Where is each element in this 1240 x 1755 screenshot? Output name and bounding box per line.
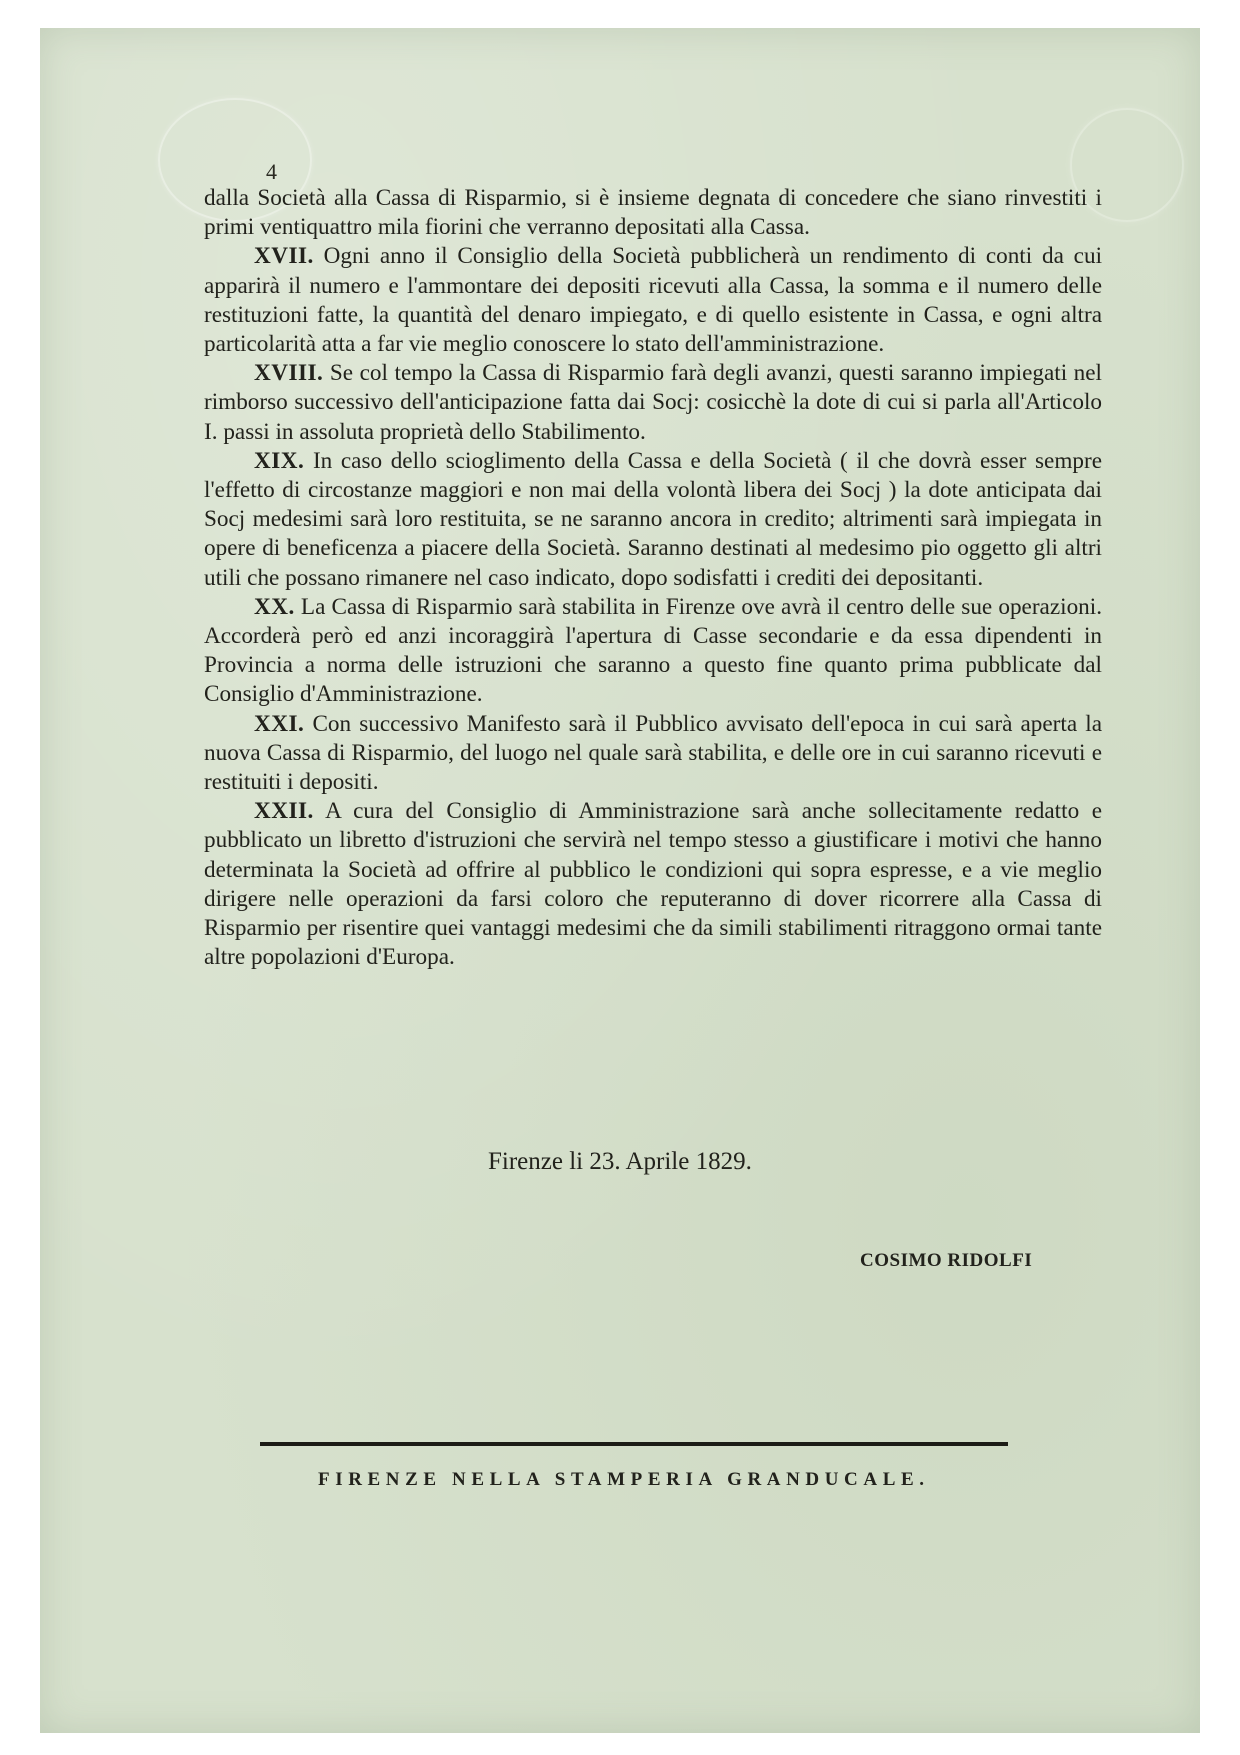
article-number: XVII. bbox=[254, 243, 314, 270]
paragraph-text: La Cassa di Risparmio sarà stabilita in Firenze ove avrà il centro delle sue operazioni. Accorderà però ed anzi incoraggirà l'apertura di Casse secondarie e da essa dipendenti in Provincia a norma delle istruzioni che saranno a questo fine quanto prima pubblicate dal Consiglio d'Amministrazione. bbox=[204, 593, 1102, 708]
article-number: XVIII. bbox=[254, 360, 324, 387]
article-xxi bbox=[204, 710, 1102, 798]
printer-imprint: FIRENZE NELLA STAMPERIA GRANDUCALE. bbox=[318, 1469, 930, 1490]
article-number: XX. bbox=[254, 593, 295, 620]
article-number: XXII. bbox=[254, 798, 314, 825]
page-number: 4 bbox=[266, 159, 277, 184]
divider-rule bbox=[260, 1442, 1008, 1446]
article-number: XIX. bbox=[254, 447, 305, 474]
paragraph-text: A cura del Consiglio di Amministrazione sarà anche sollecitamente redatto e pubblicato un libretto d'istruzioni che servirà nel tempo stesso a giustificare i motivi che hanno determinata la Società ad offrire al pubblico le condizioni qui sopra espresse, e a vie meglio dirigere nelle operazioni da farsi coloro che reputeranno di dover ricorrere alla Cassa di Risparmio per risentire quei vantaggi medesimi che da simili stabilimenti ritraggono ormai tante altre popolazioni d'Europa. bbox=[204, 798, 1102, 971]
article-xix bbox=[204, 447, 1102, 593]
paragraph-text: Con successivo Manifesto sarà il Pubblico avvisato dell'epoca in cui sarà aperta la nuova Cassa di Risparmio, del luogo nel quale sarà stabilita, e delle ore in cui saranno ricevuti e restituiti i depositi. bbox=[204, 710, 1103, 796]
paragraph-text: In caso dello scioglimento della Cassa e della Società ( il che dovrà esser sempre l'effetto di circostanze maggiori e non mai della volontà libera dei Socj ) la dote anticipata dai Socj medesimi sarà loro restituita, se ne saranno ancora in credito; altrimenti sarà impiegata in opere di beneficenza a piacere della Società. Saranno destinati al medesimo pio oggetto gli altri utili che possano rimanere nel caso indicato, dopo sodisfatti i crediti dei depositanti. bbox=[204, 447, 1102, 591]
article-xx bbox=[204, 593, 1102, 710]
paragraph-continuation bbox=[204, 184, 1102, 242]
signature: COSIMO RIDOLFI bbox=[860, 1250, 1033, 1271]
article-xviii bbox=[204, 359, 1102, 447]
paragraph-text: Ogni anno il Consiglio della Società pubblicherà un rendimento di conti da cui apparirà il numero e l'ammontare dei depositi ricevuti alla Cassa, la somma e il numero delle restituzioni fatte, la quantità del denaro impiegato, e di quello esistente in Cassa, e ogni altra particolarità atta a far vie meglio conoscere lo stato dell'amministrazione. bbox=[204, 243, 1103, 358]
body-text bbox=[204, 184, 1102, 972]
article-xvii bbox=[204, 242, 1102, 359]
article-xxii bbox=[204, 797, 1102, 972]
paragraph-text: Se col tempo la Cassa di Risparmio farà degli avanzi, questi saranno impiegati nel rimborso successivo dell'anticipazione fatta dai Socj: cosicchè la dote di cui si parla all'Articolo I. passi in assoluta proprietà dello Stabilimento. bbox=[204, 360, 1103, 445]
dateline: Firenze li 23. Aprile 1829. bbox=[488, 1148, 752, 1175]
article-number: XXI. bbox=[254, 710, 305, 737]
paragraph-text: dalla Società alla Cassa di Risparmio, si è insieme degnata di concedere che siano rinvestiti i primi ventiquattro mila fiorini che verranno depositati alla Cassa. bbox=[204, 185, 1102, 241]
